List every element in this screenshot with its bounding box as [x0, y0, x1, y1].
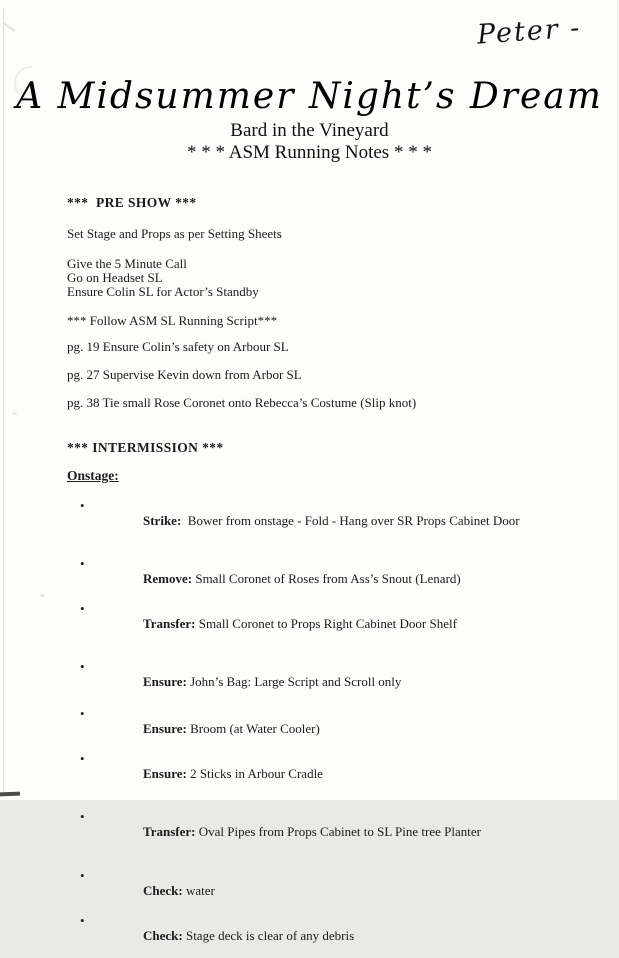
preshow-line-set-stage: Set Stage and Props as per Setting Sheets	[67, 226, 282, 241]
list-item	[67, 601, 589, 646]
bullet-icon: •	[80, 913, 85, 928]
list-item	[67, 659, 589, 704]
scan-artifact-bottom-left	[0, 792, 20, 797]
intermission-task-list	[67, 498, 589, 958]
task-text: Small Coronet to Props Right Cabinet Door Shelf	[195, 616, 457, 631]
task-keyword: Ensure:	[143, 674, 187, 689]
bullet-icon: •	[80, 659, 85, 674]
page-title: A Midsummer Night’s Dream	[16, 76, 603, 117]
subsection-heading-onstage: Onstage:	[67, 468, 119, 483]
bullet-icon: •	[80, 601, 85, 616]
task-keyword: Strike:	[143, 513, 182, 528]
section-heading-preshow: *** PRE SHOW ***	[67, 195, 197, 210]
task-keyword: Ensure:	[143, 766, 187, 781]
task-keyword: Ensure:	[143, 721, 187, 736]
preshow-calls-group	[67, 257, 589, 299]
bullet-icon: •	[80, 556, 85, 571]
task-text: Small Coronet of Roses from Ass’s Snout (Lenard)	[192, 571, 461, 586]
task-keyword: Check:	[143, 928, 183, 943]
scan-speck	[12, 412, 17, 415]
task-text: 2 Sticks in Arbour Cradle	[186, 766, 323, 781]
list-item	[67, 556, 589, 601]
bullet-icon: •	[80, 868, 85, 883]
task-keyword: Transfer:	[143, 616, 196, 631]
list-item	[67, 706, 589, 751]
list-item	[67, 868, 589, 913]
document-body	[67, 196, 589, 958]
list-item	[67, 809, 589, 854]
scan-artifact-corner	[3, 22, 16, 32]
page-subtitle: Bard in the Vineyard	[230, 120, 389, 141]
task-keyword: Remove:	[143, 571, 193, 586]
preshow-call-line: Ensure Colin SL for Actor’s Standby	[67, 284, 259, 299]
task-keyword: Check:	[143, 883, 183, 898]
task-text: Oval Pipes from Props Cabinet to SL Pine tree Planter	[195, 824, 481, 839]
cue-line: pg. 27 Supervise Kevin down from Arbor SL	[67, 367, 302, 382]
task-keyword: Transfer:	[143, 824, 196, 839]
follow-script-line: *** Follow ASM SL Running Script***	[67, 313, 278, 328]
preshow-call-line: Go on Headset SL	[67, 270, 163, 285]
list-item	[67, 751, 589, 796]
list-item	[67, 913, 589, 958]
task-text: water	[182, 883, 215, 898]
list-item	[67, 498, 589, 543]
document-header	[0, 74, 619, 164]
section-heading-intermission: *** INTERMISSION ***	[67, 440, 224, 455]
scan-speck	[40, 594, 45, 597]
task-text: Stage deck is clear of any debris	[182, 928, 355, 943]
preshow-call-line: Give the 5 Minute Call	[67, 256, 187, 271]
bullet-icon: •	[80, 498, 85, 513]
bullet-icon: •	[80, 706, 85, 721]
cue-line: pg. 19 Ensure Colin’s safety on Arbour SL	[67, 339, 289, 354]
bullet-icon: •	[80, 809, 85, 824]
handwritten-name-annotation: Peter -	[476, 12, 583, 51]
task-text: John’s Bag: Large Script and Scroll only	[186, 674, 402, 689]
task-text: Bower from onstage - Fold - Hang over SR Props Cabinet Door	[181, 513, 520, 528]
bullet-icon: •	[80, 751, 85, 766]
cue-line: pg. 38 Tie small Rose Coronet onto Rebecca’s Costume (Slip knot)	[67, 395, 417, 410]
notes-heading: * * * ASM Running Notes * * *	[187, 142, 432, 163]
task-text: Broom (at Water Cooler)	[186, 721, 320, 736]
